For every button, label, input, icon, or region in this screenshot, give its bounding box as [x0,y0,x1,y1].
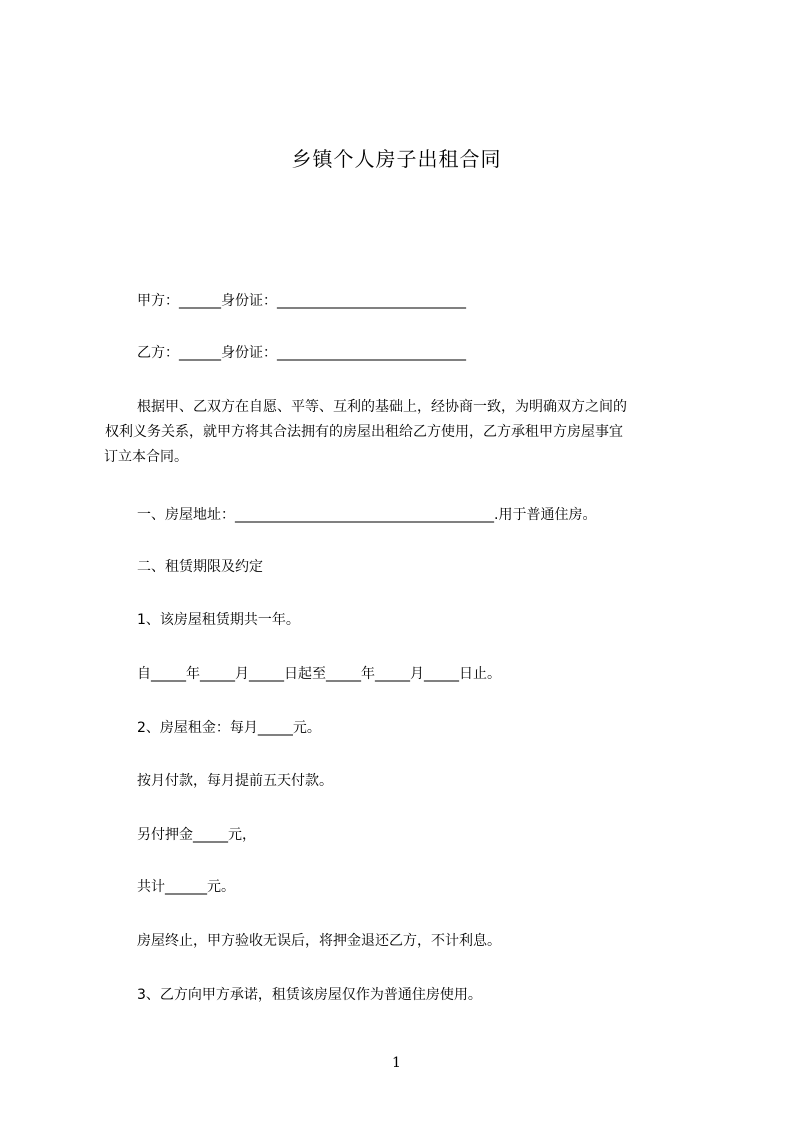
clause-lease-term-heading: 二、租赁期限及约定 [137,559,263,575]
termination-line: 房屋终止，甲方验收无误后，将押金退还乙方，不计利息。 [137,933,501,949]
term-dates-line: 自_____年_____月_____日起至_____年_____月_____日止。 [137,666,501,682]
document-title: 乡镇个人房子出租合同 [291,147,502,171]
page-number: 1 [392,1055,401,1071]
intro-line-2: 权利义务关系，就甲方将其合法拥有的房屋出租给乙方使用，乙方承租甲方房屋事宜 [105,424,623,440]
clause-address: 一、房屋地址：_____________________________________.用于普通住房。 [137,507,597,523]
deposit-line: 另付押金_____元， [137,827,256,843]
intro-paragraph [104,395,704,470]
item-lease-period: 1、该房屋租赁期共一年。 [137,612,300,628]
item-rent: 2、房屋租金：每月_____元。 [137,720,321,736]
item-usage-promise: 3、乙方向甲方承诺，租赁该房屋仅作为普通住房使用。 [137,987,482,1003]
intro-line-3: 订立本合同。 [104,449,188,465]
party-a-line: 甲方：______身份证：___________________________ [137,293,466,309]
total-line: 共计______元。 [137,879,235,895]
intro-line-1: 根据甲、乙双方在自愿、平等、互利的基础上，经协商一致，为明确双方之间的 [137,399,627,415]
party-b-line: 乙方：______身份证：___________________________ [137,345,466,361]
payment-terms: 按月付款，每月提前五天付款。 [137,773,333,789]
